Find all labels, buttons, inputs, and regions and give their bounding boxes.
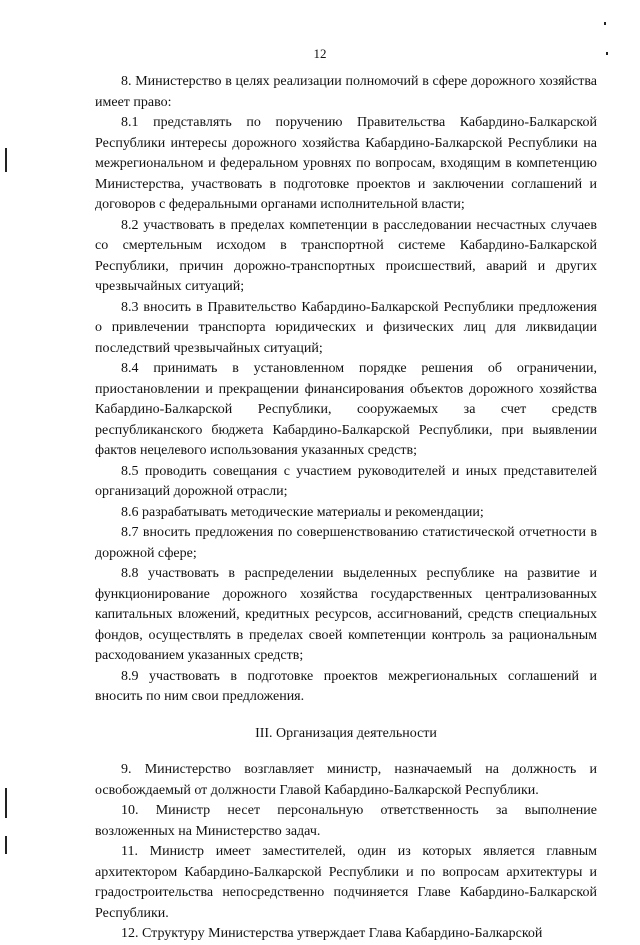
paragraph-8-1: 8.1 представлять по поручению Правительства Кабардино-Балкарской Республики интересы дорожного хозяйства Кабардино-Балкарской Республики на межрегиональном и федеральном уровнях по вопросам, входящим в компетенцию Министерства, участвовать в подготовке проектов и заключении соглашений и договоров с федеральными органами исполнительной власти; [95,115,597,212]
paragraph-11: 11. Министр имеет заместителей, один из которых является главным архитектором Кабардино-Балкарской Республики и по вопросам архитектуры и градостроительства непосредственно подчиняется Главе Кабардино-Балкарской Республики. [95,844,597,921]
scan-mark [604,22,606,25]
paragraph-8-7: 8.7 вносить предложения по совершенствованию статистической отчетности в дорожной сфере; [95,525,597,561]
page-number: 12 [313,46,327,61]
paragraph-8-3: 8.3 вносить в Правительство Кабардино-Балкарской Республики предложения о привлечении транспорта юридических и физических лиц для ликвидации последствий чрезвычайных ситуаций; [95,299,597,356]
document-body [95,72,597,945]
paragraph-10: 10. Министр несет персональную ответственность за выполнение возложенных на Министерство задач. [95,803,597,839]
paragraph-12: 12. Структуру Министерства утверждает Глава Кабардино-Балкарской [121,926,543,941]
paragraph-8-2: 8.2 участвовать в пределах компетенции в расследовании несчастных случаев со смертельным исходом в транспортной системе Кабардино-Балкарской Республики, причин дорожно-транспортных происшествий, аварий и других чрезвычайных ситуаций; [95,217,597,294]
paragraph-8-9: 8.9 участвовать в подготовке проектов межрегиональных соглашений и вносить по ним свои предложения. [95,668,597,704]
paragraph-8-5: 8.5 проводить совещания с участием руководителей и иных представителей организаций дорожной отрасли; [95,463,597,499]
scan-mark [606,52,608,55]
section-heading: III. Организация деятельности [255,725,437,741]
scan-mark [5,836,7,854]
paragraph-8: 8. Министерство в целях реализации полномочий в сфере дорожного хозяйства имеет право: [95,74,597,110]
paragraph-9: 9. Министерство возглавляет министр, назначаемый на должность и освобождаемый от должности Главой Кабардино-Балкарской Республики. [95,762,597,798]
paragraph-8-4: 8.4 принимать в установленном порядке решения об ограничении, приостановлении и прекращении финансирования объектов дорожного хозяйства Кабардино-Балкарской Республики, сооружаемых за счет средств республиканского бюджета Кабардино-Балкарской Республики, при выявлении фактов нецелевого использования указанных средств; [95,361,597,458]
scan-mark [5,788,7,818]
paragraph-8-8: 8.8 участвовать в распределении выделенных республике на развитие и функционирование дорожного хозяйства государственных централизованных капитальных вложений, кредитных ресурсов, ассигнований, средств специальных фондов, осуществлять в пределах своей компетенции контроль за рациональным расходованием указанных средств; [95,566,597,663]
scan-mark [5,148,7,172]
paragraph-8-6: 8.6 разрабатывать методические материалы и рекомендации; [121,504,484,520]
